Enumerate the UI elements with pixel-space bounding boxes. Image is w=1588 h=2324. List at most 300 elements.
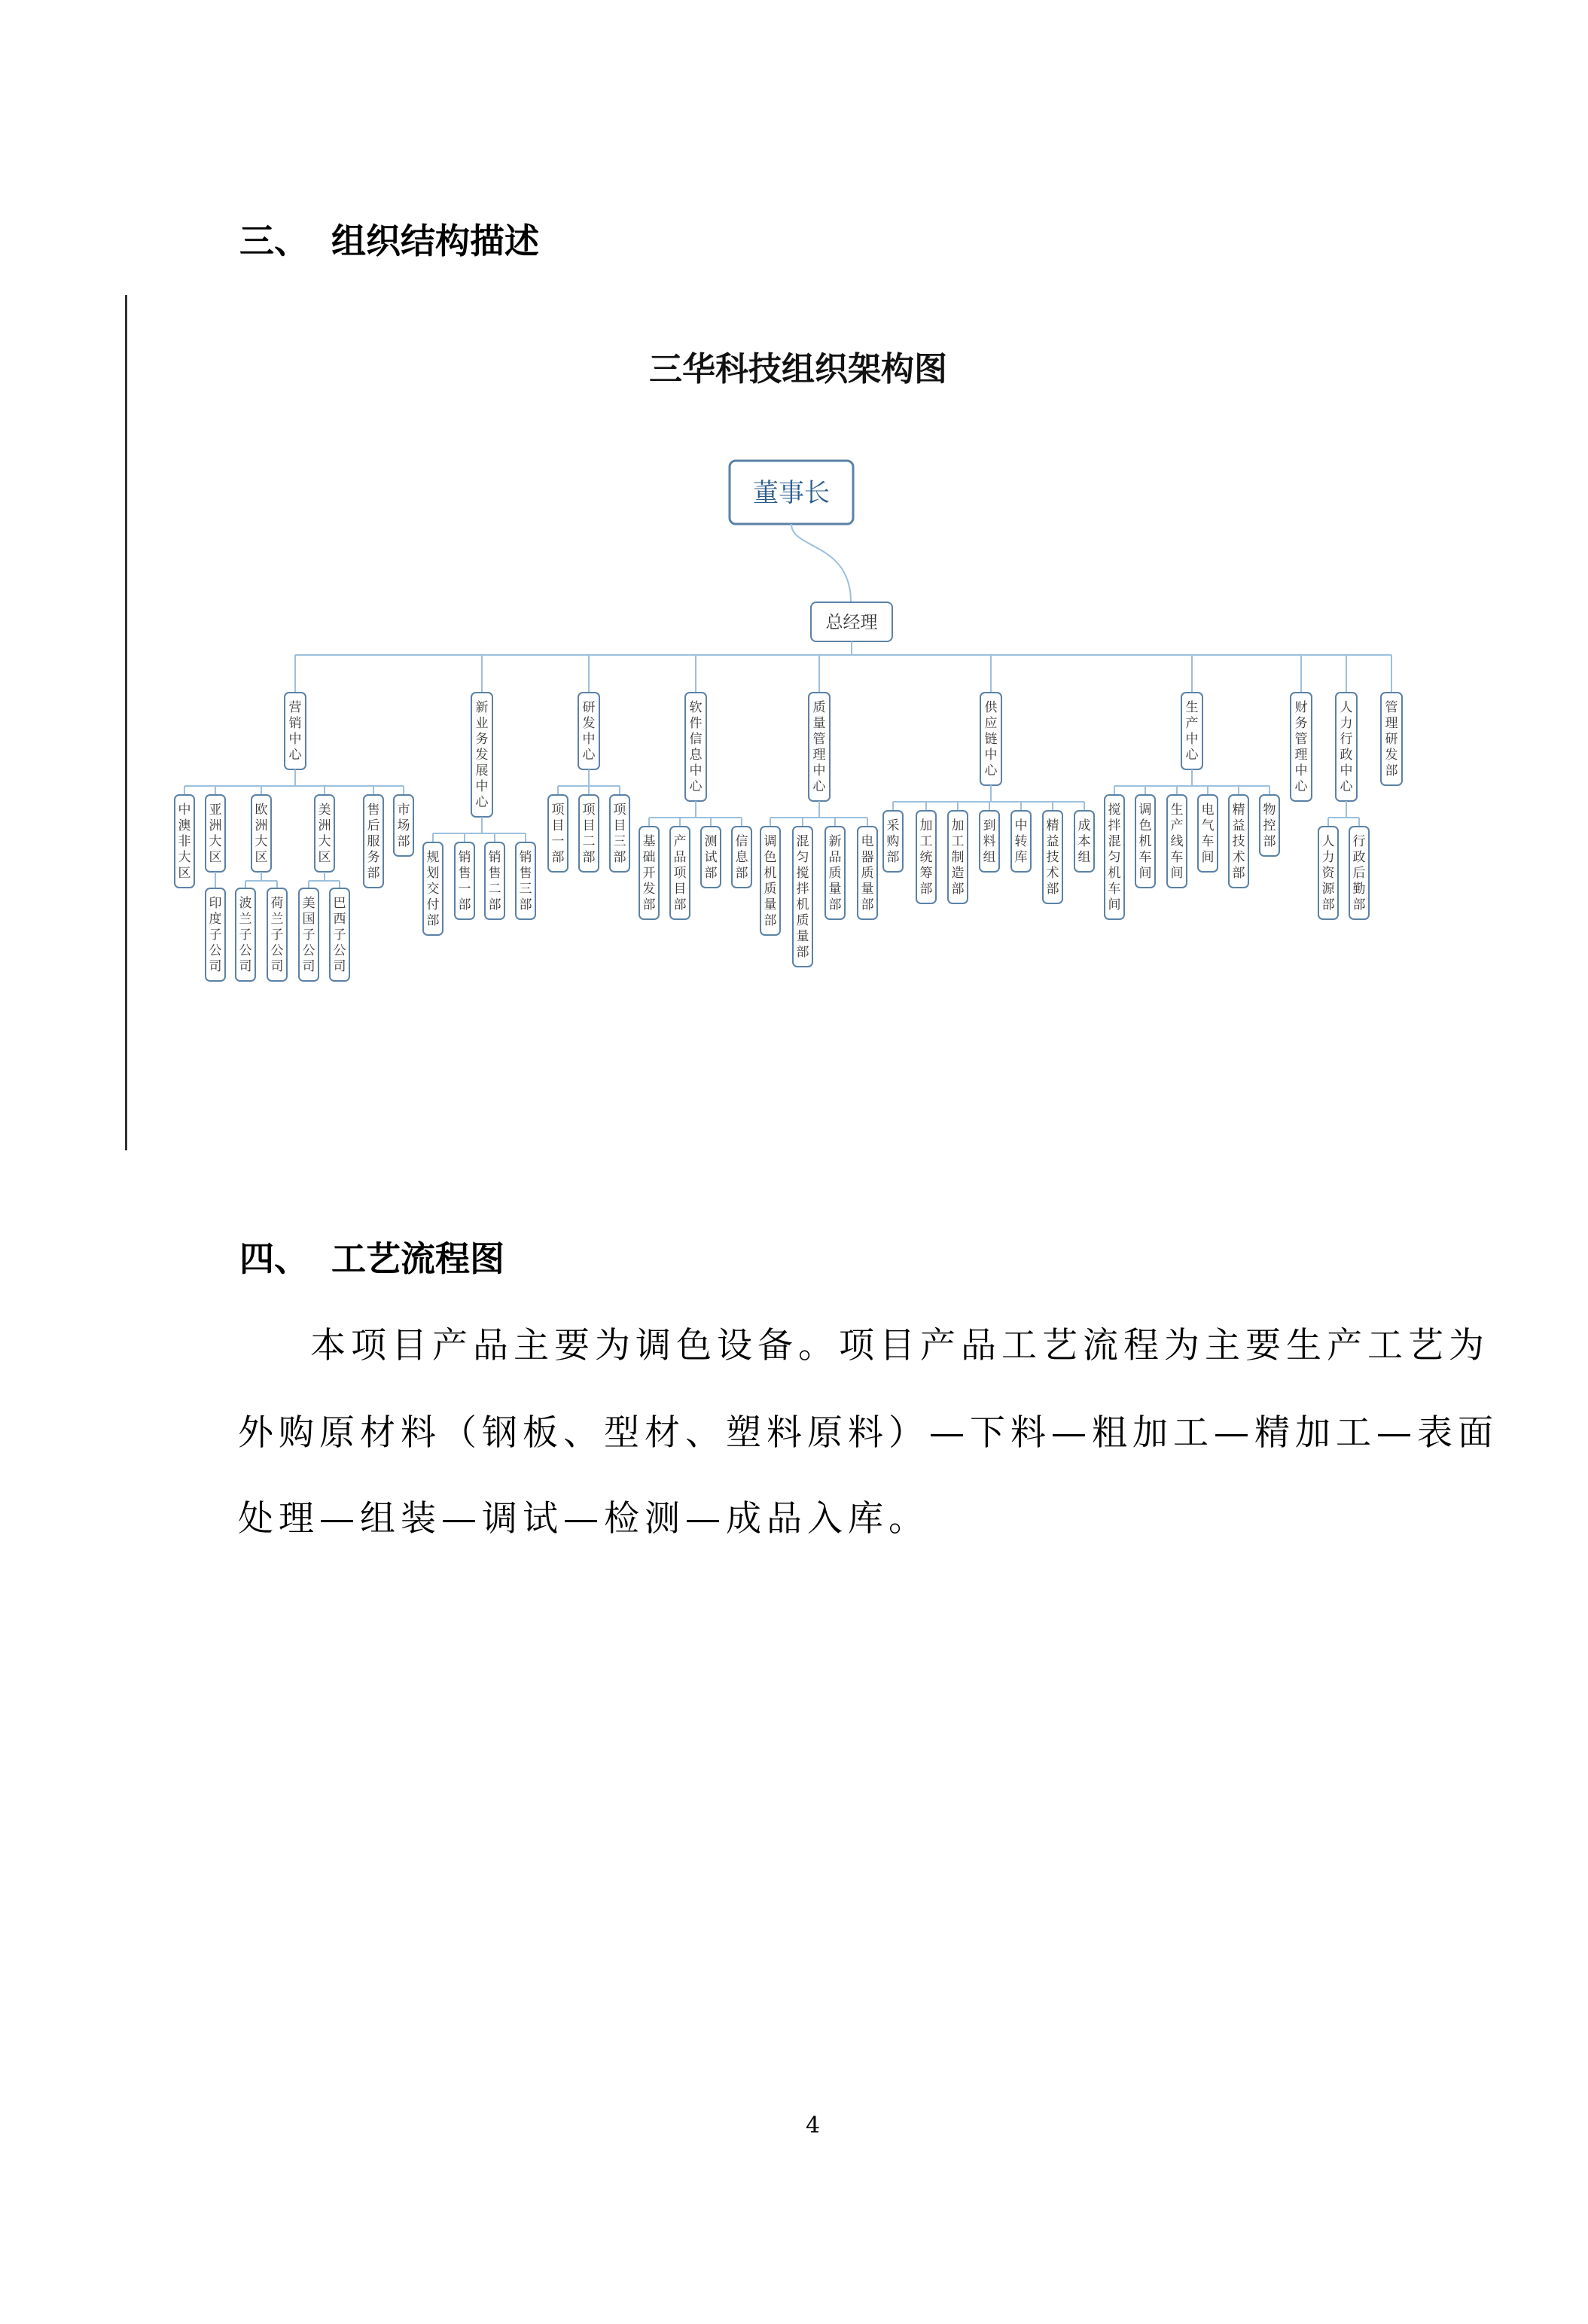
dept-6-2-char: 筹 (919, 866, 933, 881)
dept-1-2-char: 区 (209, 850, 222, 865)
dept-1-3-char: 洲 (255, 818, 268, 833)
dept-4-1-char: 础 (642, 850, 656, 865)
dept-6-6-char: 益 (1046, 834, 1059, 849)
dept-7-2 (1135, 795, 1155, 888)
center-8-char: 管 (1294, 732, 1308, 747)
dept-7-3-char: 间 (1170, 866, 1184, 881)
center-6-char: 供 (984, 700, 998, 715)
dept-7-2-char: 车 (1138, 850, 1152, 865)
subsidiary-4-2-char: 子 (333, 927, 346, 943)
dept-5-4-char: 器 (861, 850, 874, 865)
dept-7-4-char: 间 (1201, 850, 1215, 865)
subsidiary-2-1-char: 子 (209, 927, 222, 943)
dept-2-2-char: 一 (458, 882, 471, 897)
center-7-char: 生 (1185, 700, 1199, 715)
center-9-char: 政 (1340, 748, 1353, 763)
center-7-char: 心 (1185, 748, 1199, 763)
dept-4-1-char: 基 (642, 834, 656, 849)
dept-6-7-char: 本 (1077, 834, 1091, 849)
center-10-char: 管 (1385, 700, 1398, 715)
center-5-char: 质 (812, 700, 826, 715)
center-9-char: 人 (1340, 700, 1353, 715)
dept-7-1-char: 间 (1108, 897, 1121, 912)
dept-7-5-char: 术 (1232, 850, 1245, 865)
dept-6-7-char: 组 (1077, 850, 1091, 865)
dept-7-4-char: 电 (1201, 803, 1215, 818)
dept-7-5-char: 精 (1232, 803, 1245, 818)
dept-3-1 (548, 795, 568, 872)
dept-7-1-char: 车 (1108, 882, 1121, 897)
dept-5-4-char: 量 (861, 882, 874, 897)
dept-6-2-char: 加 (919, 818, 933, 833)
subsidiary-2-1-char: 司 (209, 959, 222, 974)
dept-7-3-char: 线 (1170, 834, 1184, 849)
center-8 (1291, 693, 1312, 801)
dept-1-1-char: 非 (178, 834, 191, 849)
dept-2-2 (455, 842, 474, 919)
dept-9-1-char: 源 (1321, 882, 1335, 897)
dept-4-4-char: 信 (735, 834, 748, 849)
dept-7-5-char: 技 (1232, 834, 1245, 849)
subsidiary-3-1-char: 兰 (239, 912, 252, 927)
center-6 (980, 693, 1001, 785)
dept-6-1 (883, 811, 903, 872)
center-4-char: 中 (689, 763, 703, 778)
dept-2-3 (485, 842, 504, 919)
dept-6-3-char: 造 (951, 866, 965, 881)
subsidiary-4-2-char: 西 (333, 912, 346, 927)
dept-4-1 (639, 827, 659, 919)
dept-2-1 (423, 842, 443, 935)
center-4-char: 件 (689, 716, 703, 731)
dept-2-1-char: 交 (426, 882, 440, 897)
dept-2-2-char: 销 (458, 850, 471, 865)
center-10-char: 研 (1385, 732, 1398, 747)
dept-7-4-char: 车 (1201, 834, 1215, 849)
dept-2-3-char: 部 (488, 897, 501, 912)
dept-7-1 (1105, 795, 1124, 919)
center-3 (578, 693, 599, 769)
dept-1-3 (251, 795, 271, 872)
subsidiary-3-1 (236, 888, 255, 981)
center-9-char: 行 (1340, 732, 1353, 747)
center-8-char: 财 (1294, 700, 1308, 715)
dept-5-2 (793, 827, 812, 967)
center-5-char: 管 (812, 732, 826, 747)
center-9-char: 力 (1340, 716, 1353, 731)
dept-1-5-char: 服 (367, 834, 380, 849)
subsidiary-4-1-char: 子 (302, 927, 315, 943)
dept-6-3-char: 部 (951, 882, 965, 897)
dept-5-4-char: 部 (861, 897, 874, 912)
dept-9-2-char: 行 (1352, 834, 1366, 849)
dept-2-4-char: 三 (519, 882, 532, 897)
dept-5-2-char: 质 (796, 913, 809, 928)
dept-6-1-char: 部 (886, 850, 900, 865)
subsidiary-4-1 (299, 888, 319, 981)
dept-1-4-char: 美 (318, 803, 331, 818)
center-2-char: 新 (475, 700, 489, 715)
center-3-char: 发 (582, 716, 596, 731)
dept-3-2-char: 项 (582, 803, 596, 818)
dept-4-4-char: 息 (735, 850, 748, 865)
chairman-label: 董事长 (753, 478, 830, 508)
dept-4-3-char: 部 (704, 866, 718, 881)
dept-4-2-char: 目 (673, 882, 687, 897)
center-4-char: 息 (689, 748, 703, 763)
dept-9-2-char: 部 (1352, 897, 1366, 912)
dept-6-2-char: 部 (919, 882, 933, 897)
dept-5-1 (760, 827, 780, 935)
dept-9-1 (1318, 827, 1338, 919)
dept-3-3-char: 目 (613, 818, 626, 833)
dept-7-2-char: 间 (1138, 866, 1152, 881)
dept-6-5-char: 库 (1014, 850, 1028, 865)
dept-2-1-char: 部 (426, 913, 440, 928)
general-manager-label: 总经理 (825, 613, 878, 632)
dept-4-3 (701, 827, 721, 888)
subsidiary-2-1-char: 公 (209, 943, 222, 958)
dept-7-1-char: 机 (1108, 866, 1121, 881)
dept-9-2-char: 勤 (1352, 882, 1366, 897)
subsidiary-4-2-char: 司 (333, 959, 346, 974)
center-8-char: 务 (1294, 716, 1308, 731)
dept-1-1-char: 大 (178, 850, 191, 865)
dept-5-3-char: 新 (828, 834, 842, 849)
center-1 (285, 693, 306, 769)
dept-6-3-char: 制 (951, 850, 965, 865)
dept-9-1-char: 部 (1321, 897, 1335, 912)
center-4-char: 信 (689, 732, 703, 747)
dept-7-2-char: 调 (1138, 803, 1152, 818)
dept-2-1-char: 付 (426, 897, 440, 912)
dept-7-3-char: 产 (1170, 818, 1184, 833)
dept-6-6-char: 精 (1046, 818, 1059, 833)
dept-2-3-char: 销 (488, 850, 501, 865)
center-1-char: 中 (288, 732, 302, 747)
dept-4-2-char: 部 (673, 897, 687, 912)
subsidiary-4-2 (330, 888, 349, 981)
dept-4-4-char: 部 (735, 866, 748, 881)
center-2 (471, 693, 492, 817)
dept-7-1-char: 匀 (1108, 850, 1121, 865)
dept-1-1-char: 区 (178, 866, 191, 881)
dept-5-2-char: 匀 (796, 850, 809, 865)
paragraph-line-2: 外购原材料（钢板、型材、塑料原料）—下料—粗加工—精加工—表面 (238, 1412, 1498, 1454)
dept-9-1-char: 人 (1321, 834, 1335, 849)
dept-3-2-char: 部 (582, 850, 596, 865)
dept-1-5-char: 后 (367, 818, 380, 833)
dept-5-2-char: 机 (796, 897, 809, 912)
center-2-char: 发 (475, 748, 489, 763)
dept-5-1-char: 调 (764, 834, 777, 849)
dept-6-7-char: 成 (1077, 818, 1091, 833)
dept-4-4 (732, 827, 751, 888)
page-number: 4 (806, 2112, 821, 2139)
dept-6-6-char: 部 (1046, 882, 1059, 897)
dept-7-5 (1229, 795, 1248, 888)
center-5-char: 理 (812, 748, 826, 763)
center-1-char: 心 (288, 748, 302, 763)
dept-5-2-char: 部 (796, 945, 809, 960)
chairman-gm-connector (791, 524, 851, 602)
dept-4-2-char: 品 (673, 850, 687, 865)
dept-7-4 (1198, 795, 1218, 872)
center-5-char: 心 (812, 779, 826, 794)
dept-7-1-char: 拌 (1108, 818, 1121, 833)
center-5-char: 中 (812, 763, 826, 778)
subsidiary-3-1-char: 司 (239, 959, 252, 974)
dept-2-2-char: 部 (458, 897, 471, 912)
subsidiary-3-2-char: 子 (270, 927, 284, 943)
dept-7-6-char: 控 (1263, 818, 1276, 833)
center-6-char: 应 (984, 716, 998, 731)
dept-1-3-char: 欧 (255, 803, 268, 818)
dept-7-4-char: 气 (1201, 818, 1215, 833)
dept-4-1-char: 开 (642, 866, 656, 881)
center-9-char: 心 (1340, 779, 1353, 794)
dept-4-3-char: 试 (704, 850, 718, 865)
dept-2-3-char: 售 (488, 866, 501, 881)
dept-3-1-char: 项 (551, 803, 565, 818)
dept-3-1-char: 部 (551, 850, 565, 865)
dept-2-1-char: 划 (426, 866, 440, 881)
dept-1-5-char: 部 (367, 866, 380, 881)
dept-1-5-char: 务 (367, 850, 380, 865)
dept-2-4-char: 部 (519, 897, 532, 912)
dept-3-2 (579, 795, 599, 872)
dept-6-6 (1043, 811, 1062, 903)
dept-2-4 (516, 842, 535, 919)
dept-3-3-char: 项 (613, 803, 626, 818)
dept-5-2-char: 量 (796, 929, 809, 944)
dept-7-3-char: 生 (1170, 803, 1184, 818)
dept-6-3-char: 加 (951, 818, 965, 833)
dept-6-3-char: 工 (951, 834, 965, 849)
subsidiary-2-1 (206, 888, 225, 981)
center-4-char: 心 (689, 779, 703, 794)
dept-7-5-char: 部 (1232, 866, 1245, 881)
dept-7-1-char: 混 (1108, 834, 1121, 849)
dept-1-2 (206, 795, 225, 872)
dept-7-1-char: 搅 (1108, 803, 1121, 818)
dept-6-2 (916, 811, 936, 903)
dept-4-2-char: 产 (673, 834, 687, 849)
dept-4-1-char: 发 (642, 882, 656, 897)
dept-6-4 (980, 811, 999, 872)
dept-2-4-char: 销 (519, 850, 532, 865)
dept-7-6-char: 部 (1263, 834, 1276, 849)
center-1-char: 销 (288, 716, 302, 731)
center-6-char: 中 (984, 748, 998, 763)
dept-6-4-char: 料 (983, 834, 996, 849)
dept-5-4 (858, 827, 877, 919)
center-4-char: 软 (689, 700, 703, 715)
dept-7-6 (1260, 795, 1279, 856)
dept-5-2-char: 拌 (796, 882, 809, 897)
dept-3-3 (610, 795, 629, 872)
subsidiary-4-1-char: 国 (302, 912, 315, 927)
dept-9-1-char: 力 (1321, 850, 1335, 865)
dept-1-3-char: 大 (255, 834, 268, 849)
dept-1-1-char: 中 (178, 803, 191, 818)
dept-4-2 (670, 827, 690, 919)
dept-1-5 (364, 795, 383, 888)
dept-3-2-char: 目 (582, 818, 596, 833)
dept-6-5 (1011, 811, 1031, 872)
subsidiary-3-2-char: 公 (270, 943, 284, 958)
dept-7-2-char: 机 (1138, 834, 1152, 849)
center-3-char: 中 (582, 732, 596, 747)
subsidiary-3-2-char: 荷 (270, 896, 284, 911)
dept-1-4-char: 大 (318, 834, 331, 849)
subsidiary-4-2-char: 公 (333, 943, 346, 958)
dept-5-1-char: 量 (764, 897, 777, 912)
dept-6-5-char: 转 (1014, 834, 1028, 849)
subsidiary-2-1-char: 印 (209, 896, 222, 911)
dept-1-4-char: 洲 (318, 818, 331, 833)
dept-5-3 (825, 827, 845, 919)
center-7 (1181, 693, 1202, 769)
center-10-char: 理 (1385, 716, 1398, 731)
dept-4-2-char: 项 (673, 866, 687, 881)
dept-1-6-char: 场 (397, 818, 410, 833)
dept-6-4-char: 组 (983, 850, 996, 865)
dept-6-1-char: 采 (886, 818, 900, 833)
dept-1-4 (315, 795, 334, 872)
subsidiary-3-1-char: 公 (239, 943, 252, 958)
dept-1-6-char: 部 (397, 834, 410, 849)
center-10-char: 发 (1385, 748, 1398, 763)
dept-7-6-char: 物 (1263, 803, 1276, 818)
dept-5-1-char: 部 (764, 913, 777, 928)
subsidiary-3-1-char: 波 (239, 896, 252, 911)
dept-7-2-char: 色 (1138, 818, 1152, 833)
dept-1-6-char: 市 (397, 803, 410, 818)
center-8-char: 理 (1294, 748, 1308, 763)
dept-2-4-char: 售 (519, 866, 532, 881)
dept-9-2-char: 后 (1352, 866, 1366, 881)
dept-4-3-char: 测 (704, 834, 718, 849)
dept-3-3-char: 部 (613, 850, 626, 865)
dept-5-3-char: 质 (828, 866, 842, 881)
dept-3-3-char: 三 (613, 834, 626, 849)
dept-5-4-char: 电 (861, 834, 874, 849)
center-5-char: 量 (812, 716, 826, 731)
dept-9-1-char: 资 (1321, 866, 1335, 881)
center-5 (809, 693, 830, 801)
dept-6-2-char: 工 (919, 834, 933, 849)
dept-9-2 (1349, 827, 1369, 919)
center-6-char: 心 (984, 763, 998, 778)
section-number-process: 四、 (239, 1238, 309, 1279)
center-6-char: 链 (984, 732, 998, 747)
center-10-char: 部 (1385, 763, 1398, 778)
dept-5-1-char: 机 (764, 866, 777, 881)
dept-1-1 (175, 795, 194, 888)
center-2-char: 务 (475, 732, 489, 747)
dept-6-5-char: 中 (1014, 818, 1028, 833)
center-8-char: 心 (1294, 779, 1308, 794)
center-10 (1381, 693, 1402, 785)
dept-6-7 (1074, 811, 1094, 872)
dept-5-4-char: 质 (861, 866, 874, 881)
subsidiary-4-2-char: 巴 (333, 896, 346, 911)
section-title-org: 组织结构描述 (331, 221, 539, 261)
center-2-char: 心 (475, 795, 489, 810)
subsidiary-2-1-char: 度 (209, 912, 222, 927)
dept-1-1-char: 澳 (178, 818, 191, 833)
dept-4-1-char: 部 (642, 897, 656, 912)
center-3-char: 研 (582, 700, 596, 715)
section-title-process: 工艺流程图 (331, 1238, 504, 1279)
dept-1-6 (394, 795, 413, 856)
dept-6-4-char: 到 (983, 818, 996, 833)
dept-5-3-char: 部 (828, 897, 842, 912)
dept-3-2-char: 二 (582, 834, 596, 849)
paragraph-line-3: 处理—组装—调试—检测—成品入库。 (238, 1498, 929, 1540)
dept-2-3-char: 二 (488, 882, 501, 897)
dept-1-2-char: 洲 (209, 818, 222, 833)
chart-title: 三华科技组织架构图 (649, 350, 947, 388)
center-7-char: 中 (1185, 732, 1199, 747)
subsidiary-4-1-char: 美 (302, 896, 315, 911)
dept-1-5-char: 售 (367, 803, 380, 818)
center-9-char: 中 (1340, 763, 1353, 778)
dept-1-2-char: 亚 (209, 803, 222, 818)
subsidiary-3-2-char: 兰 (270, 912, 284, 927)
dept-5-1-char: 色 (764, 850, 777, 865)
dept-6-6-char: 术 (1046, 866, 1059, 881)
center-1-char: 营 (288, 700, 302, 715)
dept-7-3 (1167, 795, 1187, 888)
dept-3-1-char: 一 (551, 834, 565, 849)
dept-6-1-char: 购 (886, 834, 900, 849)
subsidiary-3-2-char: 司 (270, 959, 284, 974)
dept-7-5-char: 益 (1232, 818, 1245, 833)
dept-5-3-char: 品 (828, 850, 842, 865)
subsidiary-3-2 (267, 888, 287, 981)
subsidiary-4-1-char: 司 (302, 959, 315, 974)
center-4 (685, 693, 706, 801)
dept-3-1-char: 目 (551, 818, 565, 833)
dept-2-2-char: 售 (458, 866, 471, 881)
center-2-char: 展 (475, 763, 489, 778)
center-2-char: 中 (475, 779, 489, 794)
section-number-org: 三、 (239, 221, 309, 261)
dept-1-4-char: 区 (318, 850, 331, 865)
dept-5-3-char: 量 (828, 882, 842, 897)
dept-9-2-char: 政 (1352, 850, 1366, 865)
subsidiary-3-1-char: 子 (239, 927, 252, 943)
dept-5-1-char: 质 (764, 882, 777, 897)
center-9 (1336, 693, 1357, 801)
dept-7-3-char: 车 (1170, 850, 1184, 865)
dept-1-2-char: 大 (209, 834, 222, 849)
dept-6-6-char: 技 (1046, 850, 1059, 865)
center-2-char: 业 (475, 716, 489, 731)
paragraph-line-1: 本项目产品主要为调色设备。项目产品工艺流程为主要生产工艺为 (310, 1325, 1489, 1366)
dept-1-3-char: 区 (255, 850, 268, 865)
center-3-char: 心 (582, 748, 596, 763)
dept-5-2-char: 搅 (796, 866, 809, 881)
dept-6-2-char: 统 (919, 850, 933, 865)
center-7-char: 产 (1185, 716, 1199, 731)
center-8-char: 中 (1294, 763, 1308, 778)
subsidiary-4-1-char: 公 (302, 943, 315, 958)
dept-2-1-char: 规 (426, 850, 440, 865)
dept-6-3 (948, 811, 968, 903)
